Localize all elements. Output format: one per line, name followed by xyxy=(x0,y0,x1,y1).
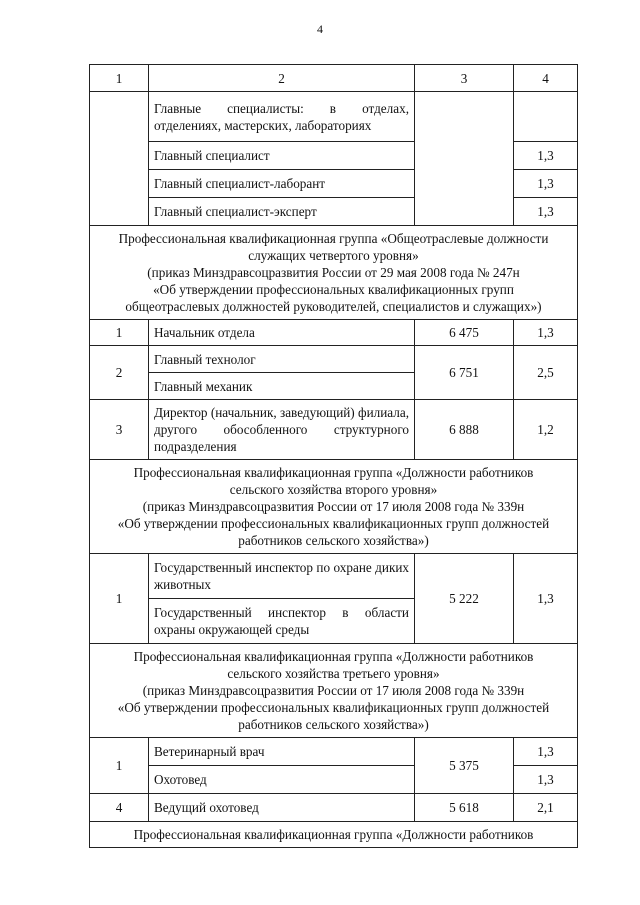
header-col-2: 2 xyxy=(149,65,415,92)
table-row xyxy=(90,554,578,599)
group-title: Профессиональная квалификационная группа «Должности работников сельского хозяйства третьего уровня» (приказ Минздравсоцразвития России от 17 июля 2008 года № 339н «Об утверждении профессиональных квалификационных групп должностей работников сельского хозяйства») xyxy=(90,644,578,738)
position-name: Директор (начальник, заведующий) филиала, другого обособленного структурного подразделения xyxy=(149,400,415,460)
table-header-row xyxy=(90,65,578,92)
position-name: Охотовед xyxy=(149,766,415,794)
salary: 6 888 xyxy=(415,400,514,460)
table-row xyxy=(90,794,578,822)
salary: 5 222 xyxy=(415,554,514,644)
coefficient: 2,5 xyxy=(514,346,578,400)
table-row xyxy=(90,738,578,766)
group-header-row xyxy=(90,460,578,554)
position-name: Главный механик xyxy=(149,373,415,400)
salary: 6 751 xyxy=(415,346,514,400)
qualification-level: 2 xyxy=(90,346,149,400)
group-header-row xyxy=(90,822,578,848)
position-heading: Главные специалисты: в отделах, отделениях, мастерских, лабораториях xyxy=(149,92,415,142)
qualification-level: 1 xyxy=(90,738,149,794)
header-col-1: 1 xyxy=(90,65,149,92)
position-name: Начальник отдела xyxy=(149,320,415,346)
salary-table xyxy=(89,64,578,848)
group-title: Профессиональная квалификационная группа «Общеотраслевые должности служащих четвертого уровня» (приказ Минздравсоцразвития России от 29 мая 2008 года № 247н «Об утверждении профессиональных квалификационных групп общеотраслевых должностей руководителей, специалистов и служащих») xyxy=(90,226,578,320)
header-col-4: 4 xyxy=(514,65,578,92)
header-col-3: 3 xyxy=(415,65,514,92)
salary: 6 475 xyxy=(415,320,514,346)
empty-cell xyxy=(90,92,149,226)
coefficient: 1,3 xyxy=(514,738,578,766)
position-name: Государственный инспектор по охране диких животных xyxy=(149,554,415,599)
qualification-level: 4 xyxy=(90,794,149,822)
salary: 5 375 xyxy=(415,738,514,794)
table-row xyxy=(90,320,578,346)
coefficient: 1,2 xyxy=(514,400,578,460)
table-row xyxy=(90,346,578,373)
position-name: Государственный инспектор в области охраны окружающей среды xyxy=(149,599,415,644)
coefficient: 1,3 xyxy=(514,554,578,644)
table-row xyxy=(90,92,578,142)
coefficient: 1,3 xyxy=(514,766,578,794)
coefficient: 1,3 xyxy=(514,142,578,170)
salary: 5 618 xyxy=(415,794,514,822)
group-header-row xyxy=(90,644,578,738)
coefficient: 1,3 xyxy=(514,320,578,346)
coefficient: 2,1 xyxy=(514,794,578,822)
empty-cell xyxy=(514,92,578,142)
position-name: Главный специалист-эксперт xyxy=(149,198,415,226)
position-name: Главный специалист xyxy=(149,142,415,170)
position-name: Главный специалист-лаборант xyxy=(149,170,415,198)
group-header-row xyxy=(90,226,578,320)
qualification-level: 3 xyxy=(90,400,149,460)
coefficient: 1,3 xyxy=(514,198,578,226)
position-name: Ветеринарный врач xyxy=(149,738,415,766)
qualification-level: 1 xyxy=(90,554,149,644)
qualification-level: 1 xyxy=(90,320,149,346)
empty-cell xyxy=(415,92,514,226)
group-title: Профессиональная квалификационная группа «Должности работников xyxy=(90,822,578,848)
position-name: Ведущий охотовед xyxy=(149,794,415,822)
position-name: Главный технолог xyxy=(149,346,415,373)
group-title: Профессиональная квалификационная группа «Должности работников сельского хозяйства второго уровня» (приказ Минздравсоцразвития России от 17 июля 2008 года № 339н «Об утверждении профессиональных квалификационных групп должностей работников сельского хозяйства») xyxy=(90,460,578,554)
page-number: 4 xyxy=(317,22,323,36)
coefficient: 1,3 xyxy=(514,170,578,198)
table-row xyxy=(90,400,578,460)
